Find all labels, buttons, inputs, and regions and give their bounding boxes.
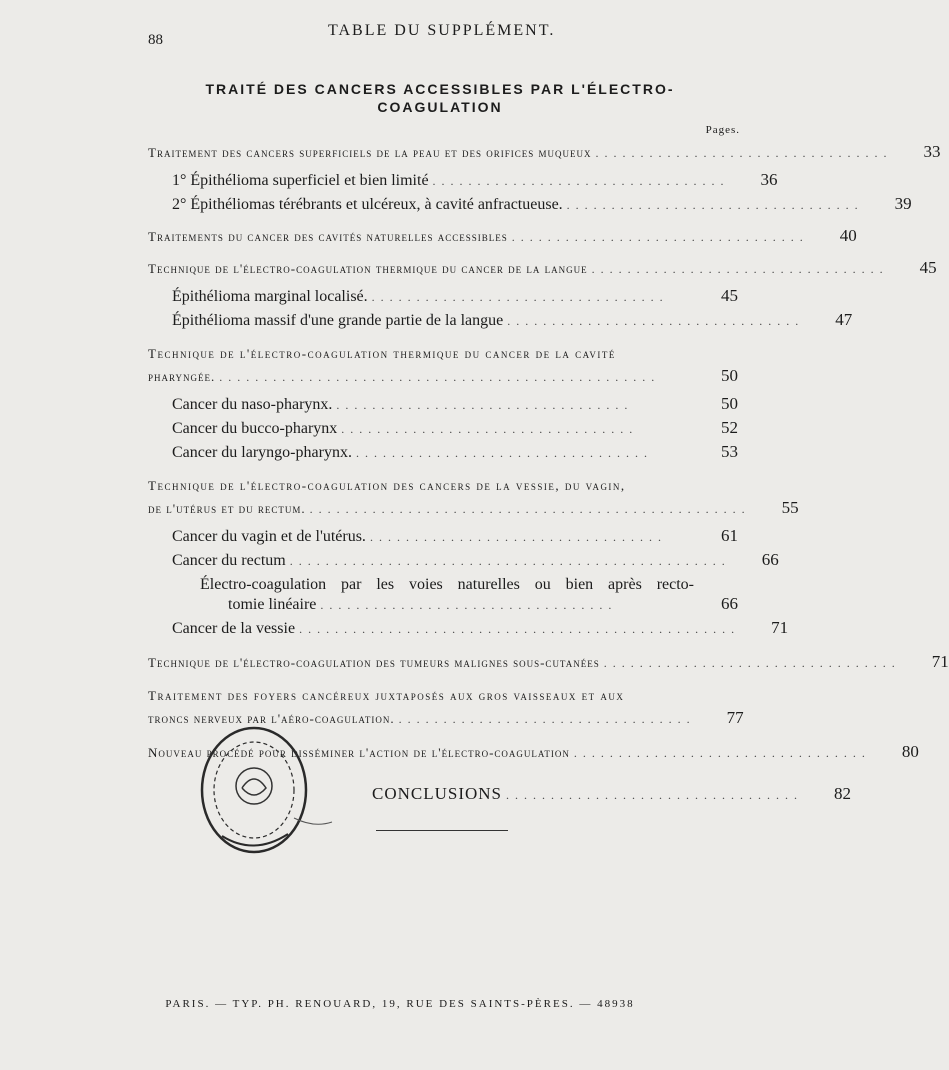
table-of-contents [148,142,949,804]
toc-page-number: 82 [834,784,852,803]
toc-entry [148,286,738,306]
toc-page-number: 33 [923,142,941,161]
toc-entry [148,226,857,246]
toc-entry-title: Traitement des cancers superficiels de la peau et des orifices muqueux [148,145,592,160]
leader-dots: ................................. [371,290,669,304]
toc-entry-title: 2° Épithéliomas térébrants et ulcéreux, à cavité anfractueuse. [172,196,563,213]
toc-entry-multiline [148,478,799,518]
toc-page-number: 53 [721,442,738,461]
toc-entry-title-line: Technique de l'électro-coagulation thermique du cancer de la cavité [148,346,616,361]
toc-entry-title: tomie linéaire [228,596,317,613]
leader-dots: ................................................. [309,502,751,516]
toc-page-number: 45 [919,258,937,277]
toc-entry-title: Épithélioma marginal localisé. [172,288,368,305]
toc-entry [148,526,738,546]
toc-entry-title: de l'utérus et du rectum. [148,501,306,516]
toc-page-number: 61 [721,526,738,545]
toc-page-number: 52 [721,418,738,437]
leader-dots: ................................. [566,198,864,212]
toc-entry-title: Cancer du bucco-pharynx [172,420,338,437]
section-title: TRAITÉ DES CANCERS ACCESSIBLES PAR L'ÉLECTRO-COAGULATION [205,81,675,115]
separator-rule [376,830,508,831]
leader-dots: ................................. [336,398,634,412]
toc-page-number: 50 [721,394,738,413]
toc-entry-title-line: Électro-coagulation par les voies naturelles ou bien après recto- [200,576,694,593]
leader-dots: ................................................. [299,622,741,636]
leader-dots: ................................. [573,746,871,760]
toc-entry [148,194,912,214]
leader-dots: ................................. [341,422,639,436]
toc-entry [148,442,738,462]
toc-entry-multiline [148,346,738,386]
toc-page-number: 40 [839,226,857,245]
toc-page-number: 36 [760,170,778,189]
toc-entry [148,418,738,438]
leader-dots: ................................................. [219,370,661,384]
toc-entry [148,550,779,570]
toc-entry-title-line: Traitement des foyers cancéreux juxtaposés aux gros vaisseaux et aux [148,688,625,703]
toc-entry [148,618,789,638]
printer-footer: PARIS. — TYP. PH. RENOUARD, 19, RUE DES SAINTS-PÈRES. — 48938 [165,998,635,1010]
toc-entry-title: 1° Épithélioma superficiel et bien limité [172,172,429,189]
toc-page-number: 47 [835,310,853,329]
toc-page-number: 55 [781,498,799,517]
toc-entry [148,652,949,672]
toc-entry-title: CONCLUSIONS [372,784,503,803]
toc-entry-title: Épithélioma massif d'une grande partie de la langue [172,312,504,329]
library-stamp [192,718,322,868]
leader-dots: ................................. [369,530,667,544]
toc-entry [200,594,738,614]
leader-dots: ................................. [603,656,901,670]
toc-entry [148,366,738,386]
leader-dots: ................................. [511,230,809,244]
toc-page-number: 66 [721,594,738,613]
toc-entry-title: troncs nerveux par l'aéro-coagulation. [148,711,395,726]
toc-entry [148,170,778,190]
toc-page-number: 66 [761,550,779,569]
toc-page-number: 45 [721,286,738,305]
toc-entry-multiline [148,576,738,614]
toc-entry-title: Technique de l'électro-coagulation des tumeurs malignes sous-cutanées [148,655,600,670]
leader-dots: ................................. [591,262,889,276]
toc-page-number: 80 [901,742,919,761]
leader-dots: ................................. [432,174,730,188]
toc-entry-title: Cancer du rectum [172,552,286,569]
toc-page-number: 77 [726,708,744,727]
toc-entry [148,310,853,330]
leader-dots: ................................................. [289,554,731,568]
toc-entry-title: Traitements du cancer des cavités naturelles accessibles [148,229,508,244]
toc-entry-title: Cancer de la vessie [172,620,296,637]
leader-dots: ................................. [398,712,696,726]
toc-entry [148,394,738,414]
toc-entry-title: Technique de l'électro-coagulation thermique du cancer de la langue [148,261,588,276]
toc-page-number: 50 [721,366,738,385]
toc-entry [148,258,937,278]
leader-dots: ................................. [355,446,653,460]
leader-dots: ................................. [320,598,618,612]
toc-page-number: 71 [931,652,949,671]
toc-entry-title-line: Technique de l'électro-coagulation des cancers de la vessie, du vagin, [148,478,626,493]
toc-entry-title: Cancer du laryngo-pharynx. [172,444,352,461]
page-number: 88 [148,32,163,48]
toc-entry-title: pharyngée. [148,369,216,384]
toc-entry-title: Nouveau procédé pour disséminer l'action de l'électro-coagulation [148,745,570,760]
toc-page-number: 71 [771,618,789,637]
toc-page-number: 39 [894,194,912,213]
leader-dots: ................................. [507,314,805,328]
leader-dots: ................................. [506,788,804,802]
running-title: TABLE DU SUPPLÉMENT. [328,22,556,39]
toc-entry-title: Cancer du vagin et de l'utérus. [172,528,366,545]
pages-column-label: Pages. [705,124,740,136]
toc-entry-title: Cancer du naso-pharynx. [172,396,333,413]
leader-dots: ................................. [595,146,893,160]
toc-entry [148,498,799,518]
toc-entry [148,142,941,162]
